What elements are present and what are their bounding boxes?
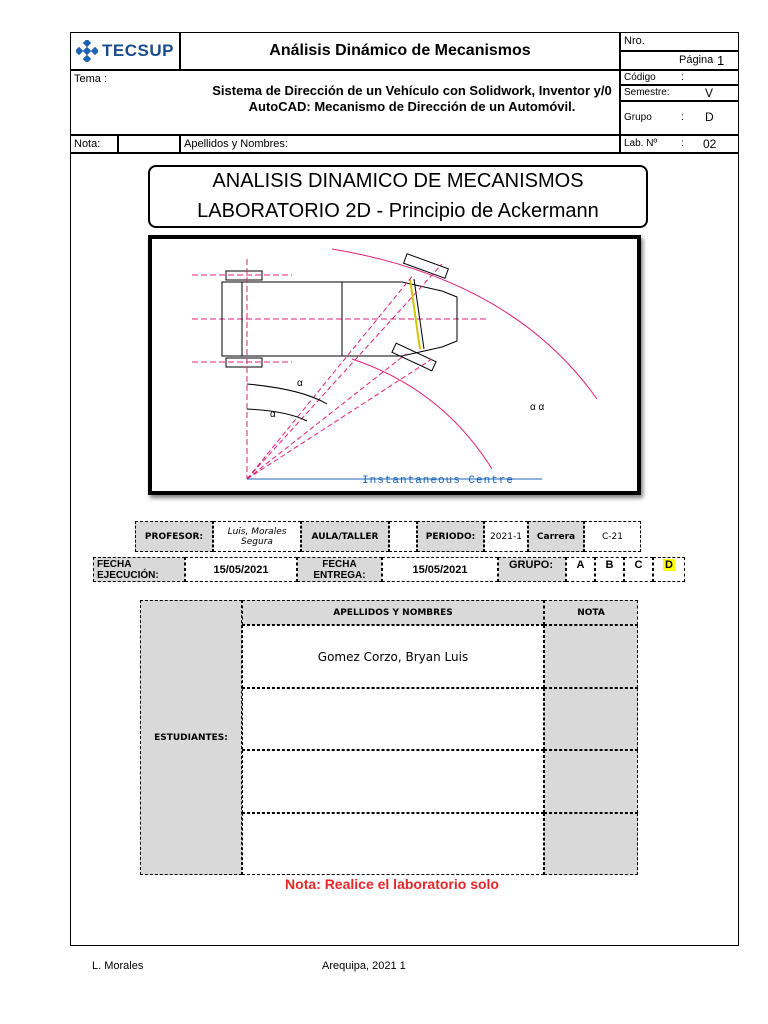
nro-cell xyxy=(620,32,739,51)
figure-caption: Instantaneous Centre xyxy=(362,475,515,487)
grupo-option-d-text: D xyxy=(665,559,673,571)
fecha-entrega-value: 15/05/2021 xyxy=(382,557,498,582)
title-banner xyxy=(148,165,648,228)
aula-label: AULA/TALLER xyxy=(301,521,389,552)
tema-label: Tema : xyxy=(74,73,108,85)
tema-text: Sistema de Dirección de un Vehículo con Solidwork, Inventor y/0 AutoCAD: Mecanismo de Dirección de un Automóvil. xyxy=(212,83,612,114)
grupo-cell xyxy=(620,101,739,135)
col-names-header: APELLIDOS Y NOMBRES xyxy=(242,600,544,625)
banner-line2: LABORATORIO 2D - Principio de Ackermann xyxy=(197,200,599,222)
students-side-label: ESTUDIANTES: xyxy=(140,600,242,875)
fecha-entrega-label: FECHA ENTREGA: xyxy=(297,557,382,582)
grupo-option-c: C xyxy=(624,557,653,582)
student-row-3-nota xyxy=(544,750,638,813)
logo-text: TECSUP xyxy=(102,41,174,60)
course-title: Análisis Dinámico de Mecanismos xyxy=(180,32,620,70)
semestre-label: Semestre: xyxy=(624,87,670,98)
periodo-value: 2021-1 xyxy=(484,521,528,552)
fecha-ejecucion-label: FECHA EJECUCIÓN: xyxy=(93,557,185,582)
lab-label: Lab. Nº xyxy=(624,138,658,149)
student-row-2-nota xyxy=(544,688,638,750)
student-row-2-name xyxy=(242,688,544,750)
grupo-option-d xyxy=(653,557,685,582)
pagina-label: Página xyxy=(679,54,714,66)
banner-line1: ANALISIS DINAMICO DE MECANISMOS xyxy=(212,170,584,192)
nro-label: Nro. xyxy=(624,35,645,47)
semestre-cell xyxy=(620,85,739,101)
student-row-4-name xyxy=(242,813,544,875)
grupo-option-b: B xyxy=(595,557,624,582)
grupo-option-a: A xyxy=(566,557,595,582)
alpha-right-label: α α xyxy=(530,402,545,413)
apellidos-cell xyxy=(180,135,620,153)
logo-cell xyxy=(70,32,180,70)
lab-note: Nota: Realice el laboratorio solo xyxy=(285,876,499,892)
pagina-value: 1 xyxy=(717,53,725,68)
grupo-row-label: GRUPO: xyxy=(498,557,566,582)
student-row-1-name: Gomez Corzo, Bryan Luis xyxy=(242,625,544,688)
nota-value-cell xyxy=(118,135,180,153)
tema-cell xyxy=(70,70,620,135)
codigo-cell xyxy=(620,70,739,85)
lab-cell xyxy=(620,135,739,153)
codigo-colon: : xyxy=(681,72,684,83)
ackermann-diagram xyxy=(152,239,637,491)
apellidos-label: Apellidos y Nombres: xyxy=(184,138,288,150)
grupo-colon: : xyxy=(681,112,684,123)
footer-location: Arequipa, 2021 1 xyxy=(322,960,406,972)
tecsup-logo-icon xyxy=(76,40,98,62)
grupo-value: D xyxy=(705,110,714,124)
carrera-value: C-21 xyxy=(584,521,641,552)
student-row-3-name xyxy=(242,750,544,813)
col-nota-header: NOTA xyxy=(544,600,638,625)
semestre-value: V xyxy=(705,86,714,100)
carrera-label: Carrera xyxy=(528,521,584,552)
ackermann-figure xyxy=(148,235,641,495)
alpha2-label: α xyxy=(270,409,276,420)
aula-value xyxy=(389,521,417,552)
student-row-4-nota xyxy=(544,813,638,875)
student-row-1-nota xyxy=(544,625,638,688)
grupo-label: Grupo xyxy=(624,112,652,123)
profesor-value: Luis, Morales Segura xyxy=(213,521,301,552)
codigo-label: Código xyxy=(624,72,656,83)
nota-label: Nota: xyxy=(74,138,101,150)
profesor-label: PROFESOR: xyxy=(135,521,213,552)
lab-colon: : xyxy=(681,138,684,149)
nota-cell xyxy=(70,135,118,153)
fecha-ejecucion-value: 15/05/2021 xyxy=(185,557,297,582)
lab-value: 02 xyxy=(703,137,717,151)
periodo-label: PERIODO: xyxy=(417,521,484,552)
alpha1-label: α xyxy=(297,378,303,389)
footer-author: L. Morales xyxy=(92,960,144,972)
pagina-cell xyxy=(620,51,739,70)
